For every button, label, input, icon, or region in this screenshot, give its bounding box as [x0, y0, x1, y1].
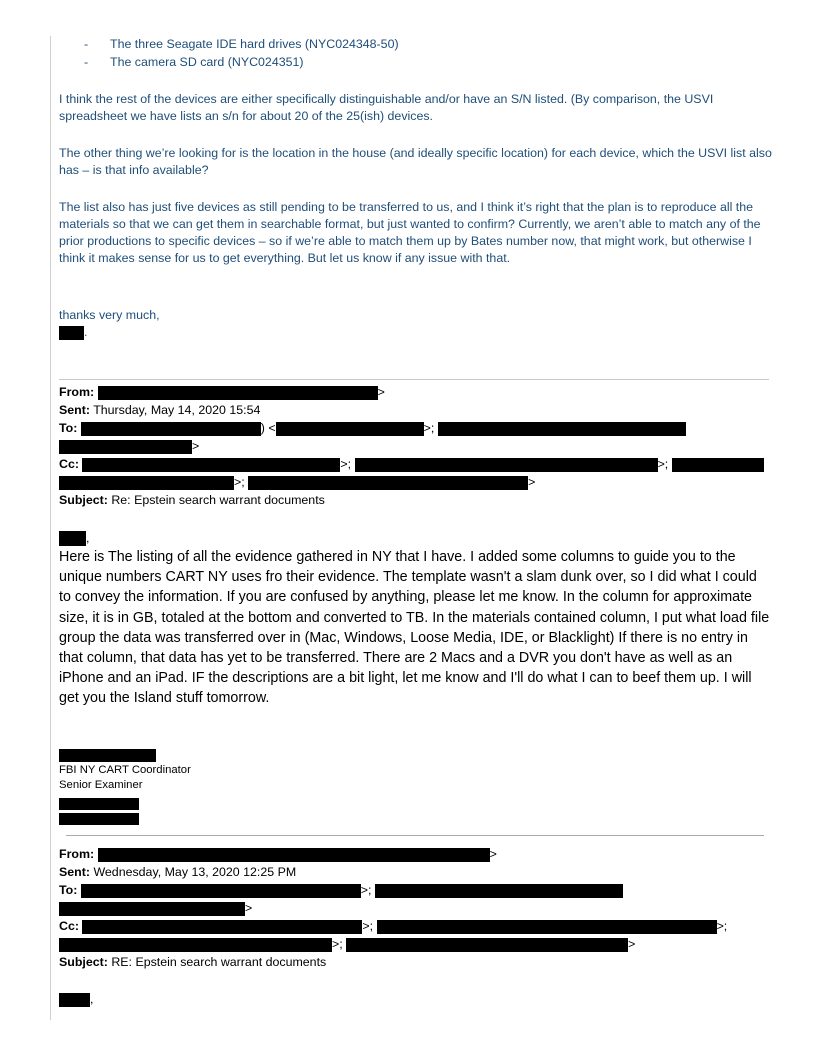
signature-contact-1 — [59, 797, 139, 812]
punct: > — [192, 439, 200, 453]
signature-title: FBI NY CART Coordinator — [59, 764, 191, 776]
punct: >; — [332, 937, 343, 951]
punct: > — [377, 385, 385, 399]
message-separator — [66, 835, 764, 836]
bullet-text: The three Seagate IDE hard drives (NYC024348-50) — [110, 37, 399, 51]
redaction-block — [355, 458, 658, 472]
reply-paragraph-2: The other thing we’re looking for is the location in the house (and ideally specific location) for each device, which the USVI list also has – is that info available? — [59, 146, 772, 177]
punct: > — [489, 847, 497, 861]
redaction-block — [59, 749, 156, 762]
to-label: To: — [59, 421, 78, 435]
to-line — [59, 419, 686, 437]
redaction-block — [81, 884, 361, 898]
subject-line — [59, 953, 326, 971]
redaction-block — [82, 920, 362, 934]
to-line-cont — [59, 437, 199, 455]
redaction-block — [59, 993, 90, 1007]
signoff-name — [59, 324, 774, 341]
punct: >; — [423, 421, 435, 435]
signature-role: Senior Examiner — [59, 779, 143, 791]
from-label: From: — [59, 385, 95, 399]
bullet-dash: - — [84, 55, 89, 69]
signoff-period: . — [84, 325, 88, 339]
redaction-block — [375, 884, 623, 898]
sent-label: Sent: — [59, 865, 90, 879]
cc-line — [59, 917, 727, 935]
message-body: Here is The listing of all the evidence gathered in NY that I have. I added some columns to guide you to the unique numbers CART NY uses fro their evidence. The template wasn't a slam dunk over, so I did what I could to convey the information. If you are confused by anything, please let me know. In the column for approximate size, it is in GB, totaled at the bottom and converted to TB. In the materials contained column, I put what load file group the data was transferred over in (Mac, Windows, Loose Media, IDE, or Blacklight) If there is no entry in that column, that data has yet to be transferred. There are 2 Macs and a DVR you don't have as well as an iPhone and an iPad. IF the descriptions are a bit light, let me know and I'll do what I can to beef them up. I will get you the Island stuff tomorrow. — [59, 549, 770, 707]
redaction-block — [59, 938, 332, 952]
from-line — [59, 383, 385, 401]
punct: >; — [716, 919, 728, 933]
bullet-text: The camera SD card (NYC024351) — [110, 55, 304, 69]
redaction-block — [59, 813, 139, 825]
redaction-block — [98, 386, 378, 400]
message-separator — [59, 379, 769, 380]
left-margin-rule — [50, 36, 51, 1020]
from-label: From: — [59, 847, 95, 861]
redaction-block — [672, 458, 764, 472]
greeting-comma: , — [86, 531, 90, 545]
redaction-block — [81, 422, 261, 436]
punct: >; — [362, 919, 374, 933]
subject-label: Subject: — [59, 955, 108, 969]
redaction-block — [276, 422, 424, 436]
redaction-block — [59, 531, 86, 546]
sent-line — [59, 863, 296, 881]
subject-value: RE: Epstein search warrant documents — [111, 955, 327, 969]
reply-paragraph-3: The list also has just five devices as still pending to be transferred to us, and I think it’s right that the plan is to reproduce all the materials so that we can get them in searchable format, but just wanted to confirm? Currently, we aren’t able to match any of the prior productions to specific devices – so if we’re able to match them up by Bates number now, that might work, but otherwise I think it makes sense for us to get everything. But let us know if any issue with that. — [59, 200, 761, 265]
from-line — [59, 845, 497, 863]
cc-label: Cc: — [59, 457, 79, 471]
redaction-block — [438, 422, 686, 436]
signature-name — [59, 748, 156, 763]
to-line — [59, 881, 623, 899]
sent-label: Sent: — [59, 403, 90, 417]
greeting — [59, 990, 93, 1008]
cc-label: Cc: — [59, 919, 79, 933]
subject-value: Re: Epstein search warrant documents — [111, 493, 325, 507]
redaction-block — [248, 476, 528, 490]
redaction-block — [377, 920, 717, 934]
greeting — [59, 529, 89, 547]
sent-value: Wednesday, May 13, 2020 12:25 PM — [93, 865, 297, 879]
punct: ) < — [260, 421, 276, 435]
signoff: thanks very much, — [59, 308, 160, 322]
bullet-dash: - — [84, 37, 89, 51]
redaction-block — [59, 902, 245, 916]
subject-line — [59, 491, 325, 509]
subject-label: Subject: — [59, 493, 108, 507]
cc-line-cont — [59, 473, 535, 491]
greeting-comma: , — [90, 992, 94, 1006]
redaction-block — [346, 938, 628, 952]
to-line-cont — [59, 899, 252, 917]
reply-paragraph-1: I think the rest of the devices are either specifically distinguishable and/or have an S/N listed. (By comparison, the USVI spreadsheet we have lists an s/n for about 20 of the 25(ish) devices. — [59, 92, 714, 123]
redaction-block — [59, 326, 84, 340]
punct: > — [628, 937, 636, 951]
punct: > — [245, 901, 253, 915]
cc-line-cont — [59, 935, 635, 953]
redaction-block — [59, 440, 192, 454]
punct: >; — [657, 457, 669, 471]
to-label: To: — [59, 883, 78, 897]
redaction-block — [82, 458, 340, 472]
signature-contact-2 — [59, 812, 139, 827]
cc-line — [59, 455, 764, 473]
punct: >; — [340, 457, 352, 471]
sent-value: Thursday, May 14, 2020 15:54 — [93, 403, 261, 417]
punct: >; — [360, 883, 372, 897]
redaction-block — [98, 848, 490, 862]
punct: >; — [234, 475, 245, 489]
sent-line — [59, 401, 260, 419]
redaction-block — [59, 476, 234, 490]
punct: > — [528, 475, 536, 489]
redaction-block — [59, 798, 139, 810]
